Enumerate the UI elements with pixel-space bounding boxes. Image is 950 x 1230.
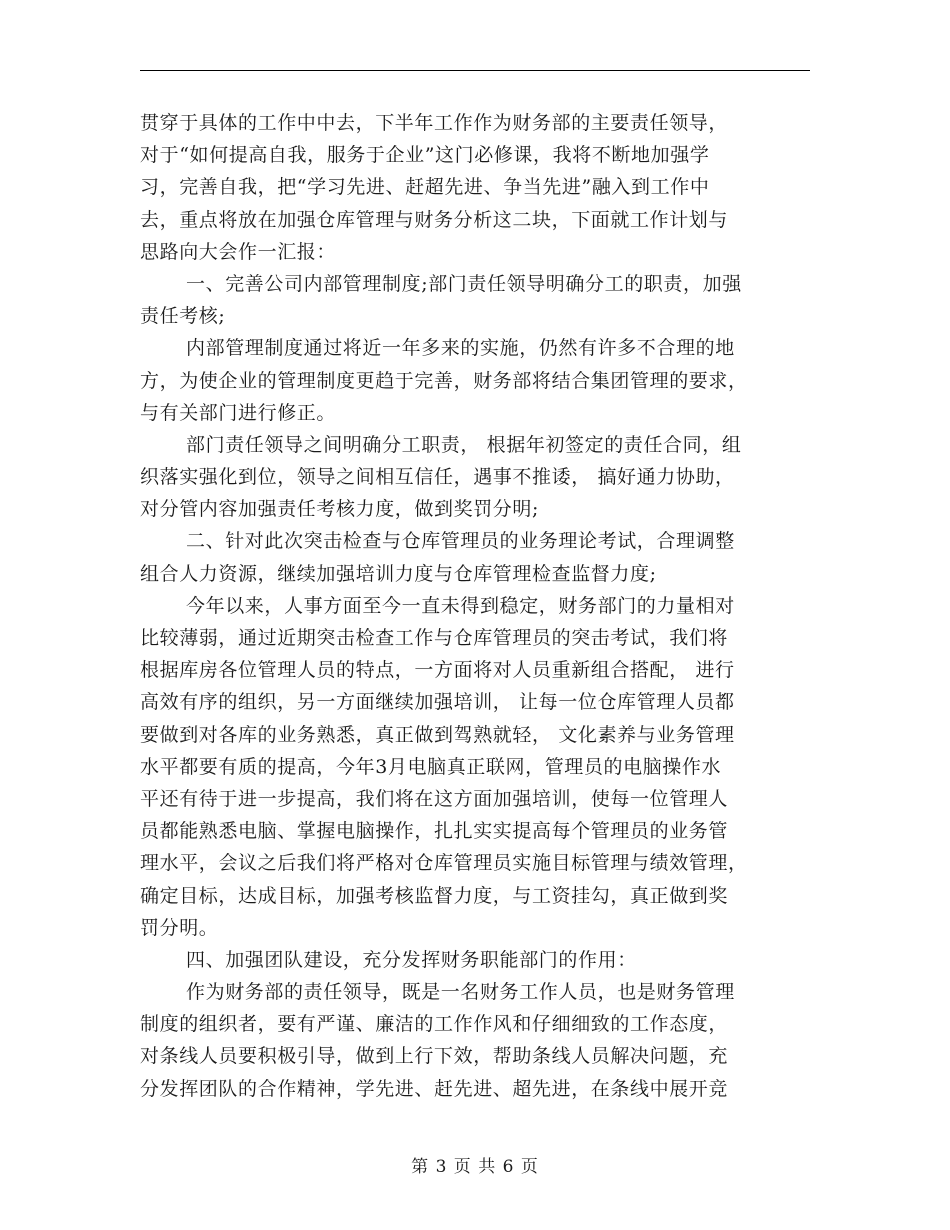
text-line: 平还有待于进一步提高，我们将在这方面加强培训，使每一位管理人 [140, 787, 729, 810]
text-line: 罚分明。 [140, 916, 219, 939]
paragraph-start-line: 作为财务部的责任领导，既是一名财务工作人员，也是财务管理 [186, 981, 735, 1004]
text-line: 根据库房各位管理人员的特点，一方面将对人员重新组合搭配， 进行 [140, 659, 735, 682]
text-line: 思路向大会作一汇报： [140, 240, 337, 263]
text-line: 员都能熟悉电脑、掌握电脑操作，扎扎实实提高每个管理员的业务管 [140, 820, 729, 843]
text-line: 水平都要有质的提高，今年3月电脑真正联网，管理员的电脑操作水 [140, 755, 722, 778]
text-line: 习，完善自我，把“学习先进、赶超先进、争当先进”融入到工作中 [140, 176, 710, 199]
text-line: 比较薄弱，通过近期突击检查工作与仓库管理员的突击考试，我们将 [140, 627, 729, 649]
section-heading-line: 二、针对此次突击检查与仓库管理员的业务理论考试，合理调整 [186, 530, 735, 553]
header-rule [140, 70, 810, 71]
text-line: 贯穿于具体的工作中中去，下半年工作作为财务部的主要责任领导， [140, 112, 729, 134]
text-line: 理水平，会议之后我们将严格对仓库管理员实施目标管理与绩效管理， [140, 852, 748, 875]
text-line: 对分管内容加强责任考核力度，做到奖罚分明; [140, 498, 540, 521]
text-line: 分发挥团队的合作精神，学先进、赶先进、超先进，在条线中展开竞 [140, 1077, 729, 1100]
paragraph-start-line: 部门责任领导之间明确分工职责， 根据年初签定的责任合同，组 [186, 433, 742, 456]
text-line: 确定目标，达成目标，加强考核监督力度，与工资挂勾，真正做到奖 [140, 884, 729, 907]
text-line: 去，重点将放在加强仓库管理与财务分析这二块，下面就工作计划与 [140, 208, 729, 231]
text-line: 责任考核; [140, 305, 226, 328]
text-line: 制度的组织者，要有严谨、廉洁的工作作风和仔细细致的工作态度， [140, 1013, 729, 1036]
page-number: 第 3 页 共 6 页 [411, 1157, 539, 1177]
section-heading-line: 四、加强团队建设，充分发挥财务职能部门的作用： [186, 948, 637, 971]
text-line: 高效有序的组织，另一方面继续加强培训， 让每一位仓库管理人员都 [140, 691, 735, 714]
text-line: 组合人力资源，继续加强培训力度与仓库管理检查监督力度; [140, 562, 657, 585]
paragraph-start-line: 今年以来，人事方面至今一直未得到稳定，财务部门的力量相对 [186, 594, 735, 617]
text-line: 对于“如何提高自我，服务于企业”这门必修课，我将不断地加强学 [140, 144, 710, 167]
paragraph-start-line: 内部管理制度通过将近一年多来的实施，仍然有许多不合理的地 [186, 337, 735, 360]
document-body [140, 107, 810, 1105]
text-line: 要做到对各库的业务熟悉，真正做到驾熟就轻， 文化素养与业务管理 [140, 723, 735, 746]
text-line: 方，为使企业的管理制度更趋于完善，财务部将结合集团管理的要求， [140, 369, 748, 392]
text-line: 织落实强化到位，领导之间相互信任，遇事不推诿， 搞好通力协助， [140, 466, 735, 489]
section-heading-line: 一、完善公司内部管理制度;部门责任领导明确分工的职责，加强 [186, 272, 742, 295]
text-line: 与有关部门进行修正。 [140, 401, 337, 424]
text-line: 对条线人员要积极引导，做到上行下效，帮助条线人员解决问题，充 [140, 1045, 729, 1068]
